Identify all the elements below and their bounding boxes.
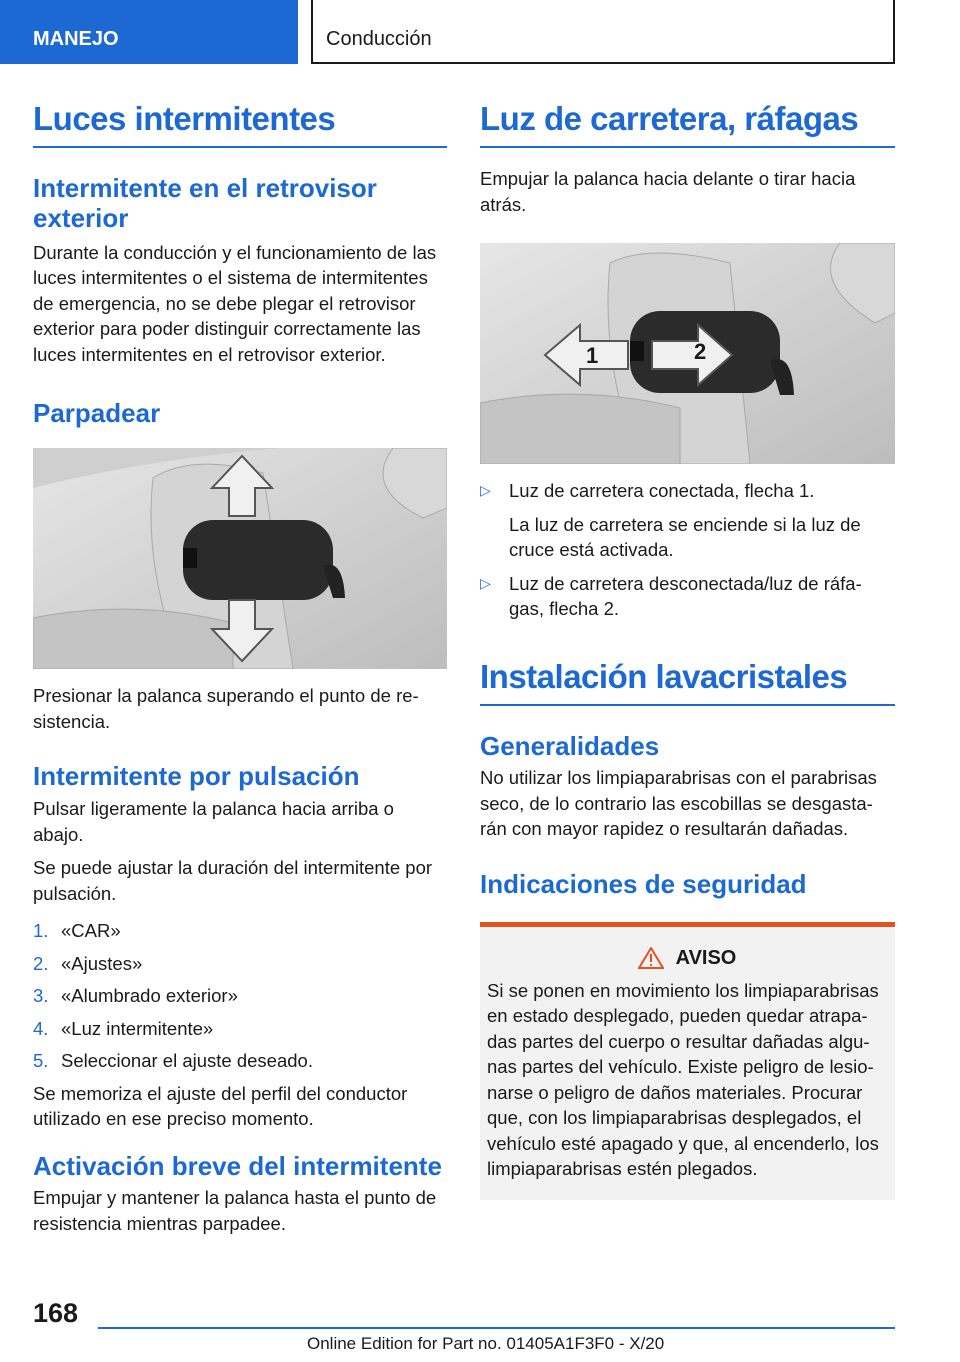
paragraph-mirror: Durante la conducción y el funcionamiento de las luces intermitentes o el sistema de intermitentes de emergencia, no se debe plegar el retrovisor exterior para poder distinguir correctamente las luces intermitentes en el retrovisor exterior. (33, 241, 437, 365)
heading-high-beam: Luz de carretera, ráfagas (480, 100, 895, 148)
lever-up-down-illustration (33, 448, 447, 669)
warning-box (480, 922, 895, 1200)
chapter-title: Conducción (311, 0, 895, 64)
step-item: 2. «Ajustes» (33, 952, 143, 974)
paragraph-brief: Empujar y mantener la palanca hasta el punto de resistencia mientras parpadee. (33, 1187, 437, 1234)
heading-mirror-signal: Intermitente en el retrovisor exterior (33, 173, 377, 233)
paragraph-pulse-1: Pulsar ligeramente la palanca hacia arriba o abajo. (33, 798, 394, 845)
triangle-bullet-icon: ▷ (480, 574, 491, 591)
bullet-item: ▷ Luz de carretera desconectada/luz de ráfa-gas, flecha 2. (480, 572, 862, 619)
heading-safety: Indicaciones de seguridad (480, 868, 807, 899)
triangle-bullet-icon: ▷ (480, 482, 491, 498)
bullet-item: ▷ Luz de carretera conectada, flecha 1. La luz de carretera se enciende si la luz de cruce está activada. (480, 478, 895, 563)
step-item: 4. «Luz intermitente» (33, 1017, 214, 1039)
heading-brief-activation: Activación breve del intermitente (33, 1150, 442, 1181)
page-number: 168 (33, 1298, 79, 1328)
heading-washer: Instalación lavacristales (480, 658, 895, 706)
right-column (480, 100, 895, 1200)
figure-lever-forward-back (480, 243, 895, 464)
section-tab: MANEJO (0, 0, 298, 64)
step-item: 3. «Alumbrado exterior» (33, 985, 238, 1007)
arrow-label-2: 2 (694, 339, 707, 364)
heading-turn-signals: Luces intermitentes (33, 100, 447, 148)
paragraph-general: No utilizar los limpiaparabrisas con el parabrisas seco, de lo contrario las escobillas se desgasta-rán con mayor rapidez o resultarán dañadas. (480, 767, 877, 840)
paragraph-blink: Presionar la palanca superando el punto de re-sistencia. (33, 685, 419, 732)
warning-title: AVISO (487, 947, 887, 970)
left-column (33, 100, 447, 1236)
warning-triangle-icon (638, 947, 664, 969)
lever-forward-back-illustration (480, 243, 895, 464)
heading-blink: Parpadear (33, 398, 161, 429)
footer-edition: Online Edition for Part no. 01405A1F3F0 - X/20 (307, 1334, 665, 1353)
warning-text: Si se ponen en movimiento los limpiaparabrisas en estado desplegado, pueden quedar atrapa-das partes del cuerpo o resultar dañadas algu-nas partes del vehículo. Existe peligro de lesio-narse o peligro de daños materiales. Procurar que, con los limpiaparabrisas desplegados, el vehículo esté apagado y que, al encenderlo, los limpiaparabrisas estén plegados. (487, 979, 879, 1180)
high-beam-bullets (480, 478, 895, 622)
step-item: 1. «CAR» (33, 920, 121, 942)
paragraph-pulse-2: Se puede ajustar la duración del intermitente por pulsación. (33, 857, 433, 904)
heading-general: Generalidades (480, 730, 660, 761)
footer-divider (98, 1327, 895, 1329)
settings-steps (33, 918, 447, 1074)
heading-pulse: Intermitente por pulsación (33, 761, 360, 792)
arrow-label-1: 1 (586, 343, 599, 368)
figure-lever-up-down (33, 448, 447, 669)
paragraph-high-beam: Empujar la palanca hacia delante o tirar hacia atrás. (480, 168, 856, 215)
bullet-subtext: La luz de carretera se enciende si la luz de cruce está activada. (509, 513, 861, 560)
step-item: 5. Seleccionar el ajuste deseado. (33, 1050, 313, 1072)
paragraph-memory: Se memoriza el ajuste del perfil del conductor utilizado en ese preciso momento. (33, 1082, 408, 1130)
